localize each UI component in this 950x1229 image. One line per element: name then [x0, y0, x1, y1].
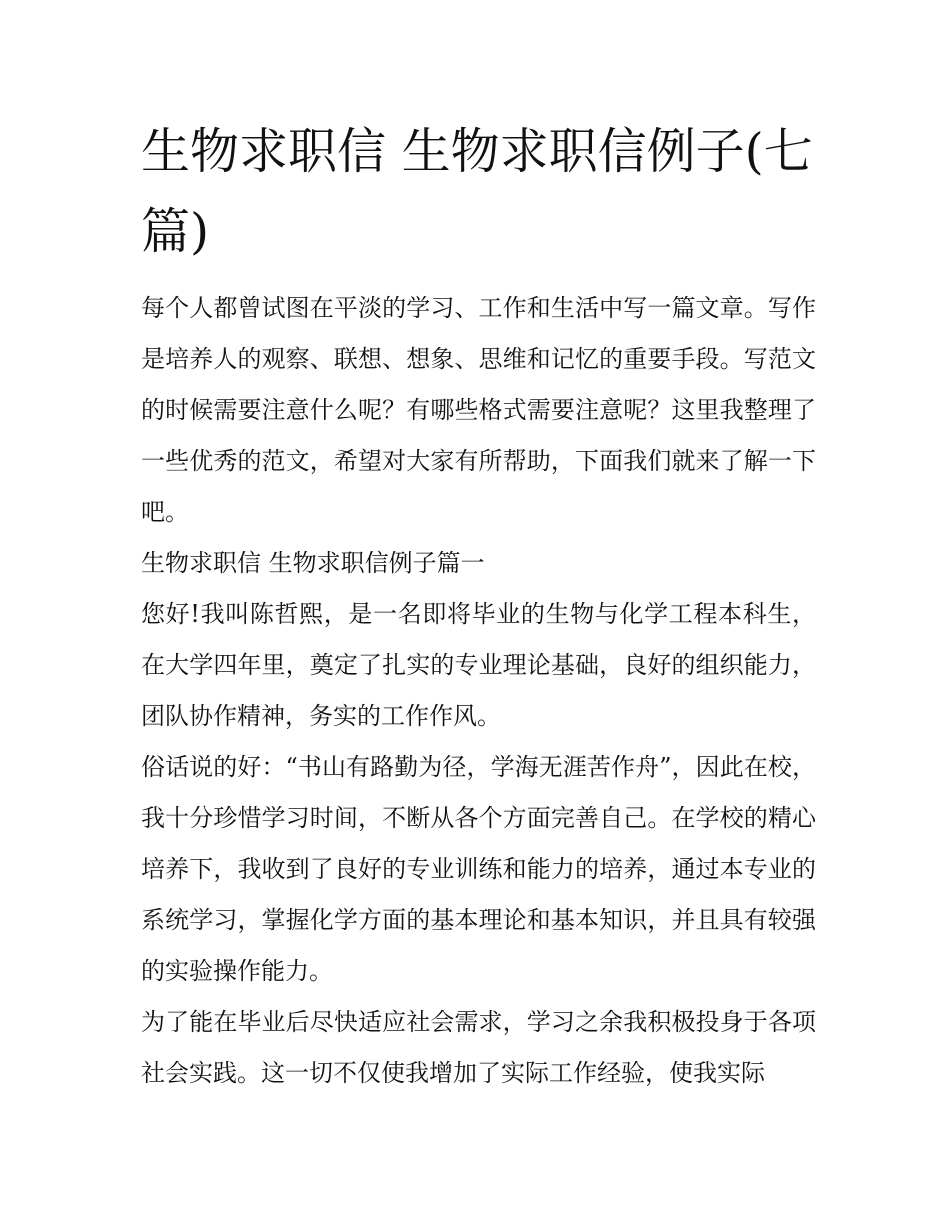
- greeting-paragraph: 您好!我叫陈哲熙，是一名即将毕业的生物与化学工程本科生，在大学四年里，奠定了扎实的专业理论基础，良好的组织能力，团队协作精神，务实的工作作风。: [141, 600, 816, 730]
- section-heading: 生物求职信 生物求职信例子篇一: [141, 549, 485, 577]
- document-body: [141, 283, 816, 1099]
- intro-paragraph: 每个人都曾试图在平淡的学习、工作和生活中写一篇文章。写作是培养人的观察、联想、想象、思维和记忆的重要手段。写范文的时候需要注意什么呢？有哪些格式需要注意呢？这里我整理了一些优秀的范文，希望对大家有所帮助，下面我们就来了解一下吧。: [141, 294, 816, 526]
- practice-paragraph: 为了能在毕业后尽快适应社会需求，学习之余我积极投身于各项社会实践。这一切不仅使我增加了实际工作经验，使我实际: [141, 1008, 816, 1087]
- study-paragraph: 俗话说的好：“书山有路勤为径，学海无涯苦作舟”，因此在校，我十分珍惜学习时间，不断从各个方面完善自己。在学校的精心培养下，我收到了良好的专业训练和能力的培养，通过本专业的系统学习，掌握化学方面的基本理论和基本知识，并且具有较强的实验操作能力。: [141, 753, 816, 985]
- document-content: [141, 112, 816, 1099]
- document-title: 生物求职信 生物求职信例子(七篇): [141, 123, 813, 260]
